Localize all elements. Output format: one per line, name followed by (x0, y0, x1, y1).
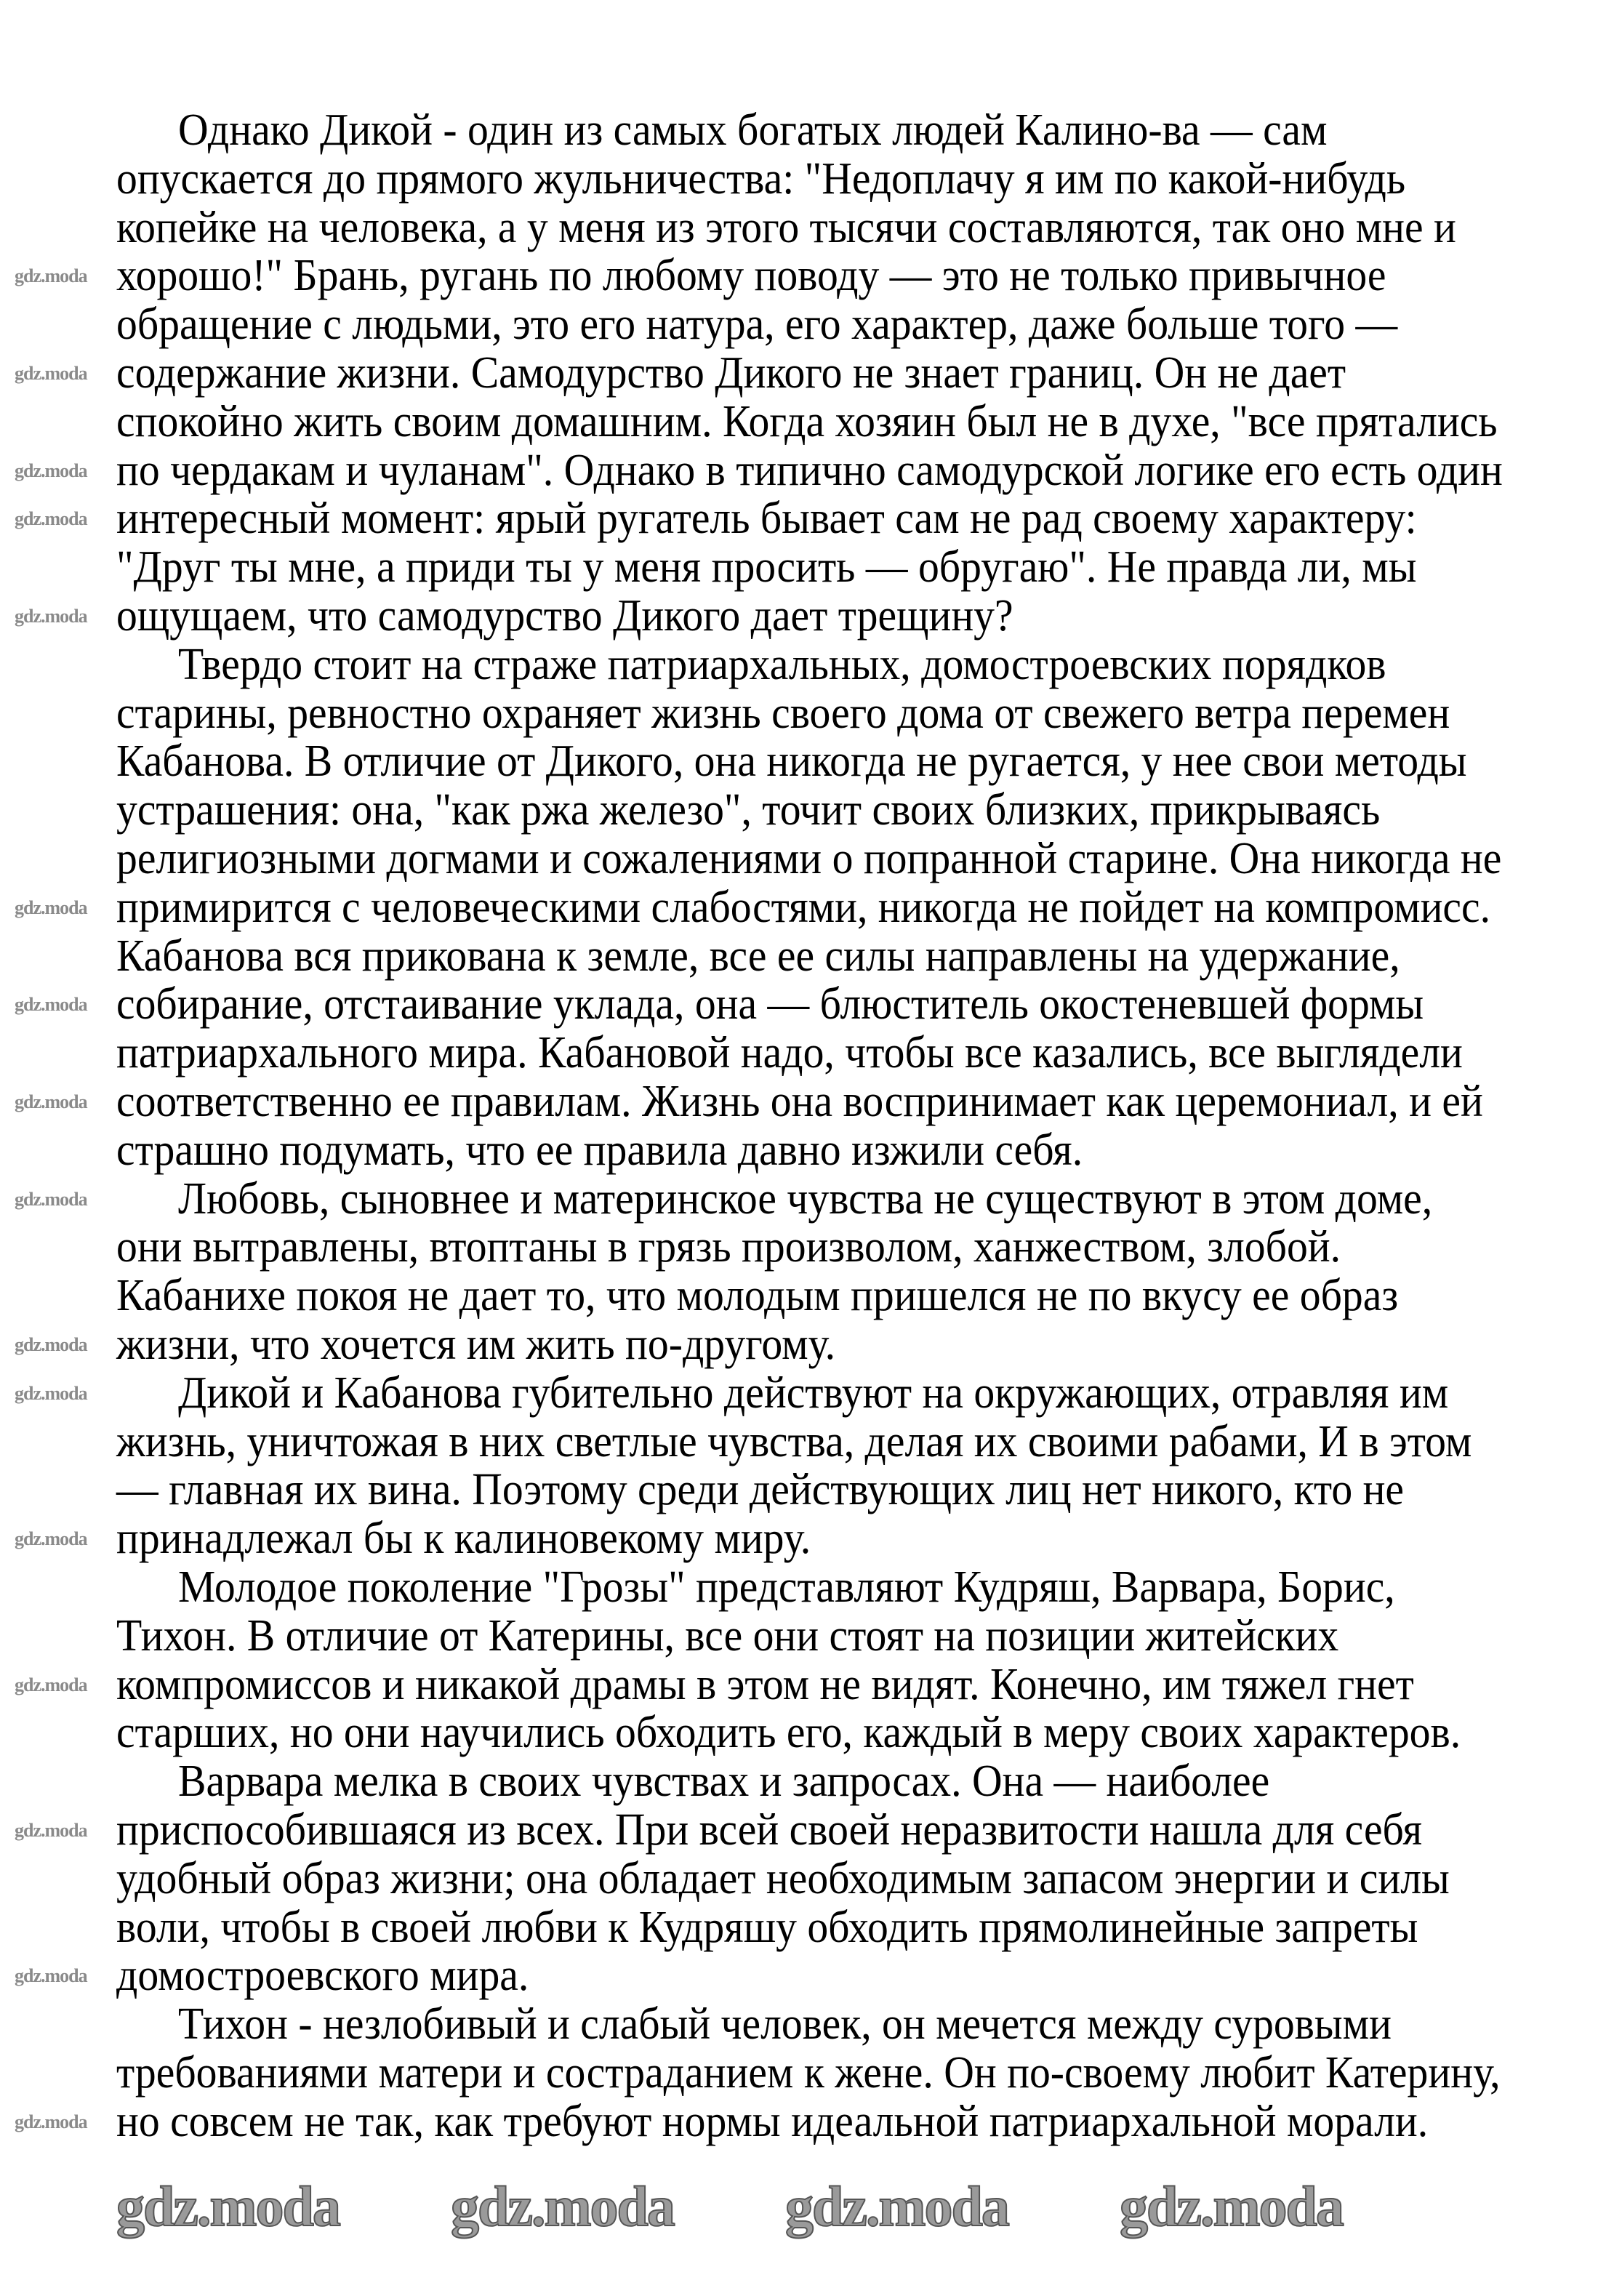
text-line: Любовь, сыновнее и материнское чувства не существуют в этом доме, (178, 1173, 1433, 1224)
text-line: принадлежал бы к калиновекому миру. (116, 1514, 811, 1564)
text-line: страшно подумать, что ее правила давно изжили себя. (116, 1125, 1083, 1175)
watermark: gdz.moda (15, 2111, 87, 2132)
watermark-large: gdz.moda (451, 2175, 674, 2238)
text-line: Кабанихе покоя не дает то, что молодым пришелся не по вкусу ее образ (116, 1271, 1399, 1321)
text-line: Однако Дикой - один из самых богатых людей Калино-ва — сам (178, 105, 1328, 155)
text-line: Кабанова. В отличие от Дикого, она никогда не ругается, у нее свои методы (116, 736, 1467, 787)
text-line: спокойно жить своим домашним. Когда хозяин был не в духе, "все прятались (116, 396, 1498, 446)
watermark: gdz.moda (15, 265, 87, 287)
text-line: Варвара мелка в своих чувствах и запросах. Она — наиболее (178, 1757, 1270, 1807)
watermark: gdz.moda (15, 896, 87, 918)
text-line: обращение с людьми, это его натура, его характер, даже больше того — (116, 300, 1398, 350)
text-line: соответственно ее правилам. Жизнь она воспринимает как церемониал, и ей (116, 1077, 1483, 1126)
text-line: религиозными догмами и сожалениями о попранной старине. Она никогда не (116, 834, 1502, 883)
text-line: старших, но они научились обходить его, каждый в меру своих характеров. (116, 1708, 1461, 1758)
text-line: интересный момент: ярый ругатель бывает сам не рад своему характеру: (116, 494, 1417, 544)
watermark: gdz.moda (15, 1091, 87, 1112)
text-line: Дикой и Кабанова губительно действуют на окружающих, отравляя им (178, 1368, 1449, 1418)
watermark: gdz.moda (15, 1820, 87, 1841)
text-line: патриархального мира. Кабановой надо, чтобы все казались, все выглядели (116, 1028, 1463, 1078)
text-line: примирится с человеческими слабостями, никогда не пойдет на компромисс. (116, 882, 1491, 932)
watermark-large: gdz.moda (116, 2175, 340, 2238)
watermark: gdz.moda (15, 1334, 87, 1355)
watermark: gdz.moda (15, 1382, 87, 1404)
text-line: воли, чтобы в своей любви к Кудряшу обходить прямолинейные запреты (116, 1902, 1418, 1952)
text-line: по чердакам и чуланам". Однако в типично самодурской логике его есть один (116, 445, 1503, 495)
text-line: Твердо стоит на страже патриархальных, домостроевских порядков (178, 639, 1386, 689)
watermark: gdz.moda (15, 606, 87, 627)
text-line: опускается до прямого жульничества: "Недоплачу я им по какой-нибудь (116, 153, 1406, 204)
text-line: "Друг ты мне, а приди ты у меня просить — обругаю". Не правда ли, мы (116, 542, 1417, 593)
text-line: содержание жизни. Самодурство Дикого не знает границ. Он не дает (116, 348, 1346, 398)
text-line: удобный образ жизни; она обладает необходимым запасом энергии и силы (116, 1853, 1450, 1903)
text-line: приспособившаяся из всех. При всей своей неразвитости нашла для себя (116, 1805, 1422, 1855)
text-line: старины, ревностно охраняет жизнь своего дома от свежего ветра перемен (116, 688, 1450, 738)
text-line: они вытравлены, втоптаны в грязь произволом, ханжеством, злобой. (116, 1222, 1341, 1272)
text-line: Тихон - незлобивый и слабый человек, он мечется между суровыми (178, 1999, 1392, 2050)
text-line: ощущаем, что самодурство Дикого дает трещину? (116, 591, 1013, 641)
watermark: gdz.moda (15, 363, 87, 384)
watermark: gdz.moda (15, 1528, 87, 1550)
watermark: gdz.moda (15, 508, 87, 530)
text-line: но совсем не так, как требуют нормы идеальной патриархальной морали. (116, 2096, 1429, 2146)
text-line: компромиссов и никакой драмы в этом не видят. Конечно, им тяжел гнет (116, 1659, 1414, 1709)
text-line: Тихон. В отличие от Катерины, все они стоят на позиции житейских (116, 1610, 1339, 1661)
watermark-large: gdz.moda (1120, 2175, 1343, 2238)
text-line: требованиями матери и состраданием к жене. Он по-своему любит Катерину, (116, 2048, 1501, 2098)
text-line: Молодое поколение "Грозы" представляют Кудряш, Варвара, Борис, (178, 1562, 1395, 1612)
text-line: — главная их вина. Поэтому среди действующих лиц нет никого, кто не (116, 1465, 1405, 1515)
text-line: домостроевского мира. (116, 1951, 529, 2001)
watermark-large: gdz.moda (785, 2175, 1008, 2238)
watermark: gdz.moda (15, 994, 87, 1016)
text-line: жизнь, уничтожая в них светлые чувства, делая их своими рабами, И в этом (116, 1416, 1472, 1466)
watermark: gdz.moda (15, 459, 87, 481)
watermark: gdz.moda (15, 1965, 87, 1987)
watermark: gdz.moda (15, 1674, 87, 1695)
text-line: копейке на человека, а у меня из этого тысячи составляются, так оно мне и (116, 202, 1456, 252)
text-line: Кабанова вся прикована к земле, все ее силы направлены на удержание, (116, 931, 1400, 981)
text-line: жизни, что хочется им жить по-другому. (116, 1320, 836, 1369)
text-line: хорошо!" Брань, ругань по любому поводу — это не только привычное (116, 251, 1386, 301)
text-line: устрашения: она, "как ржа железо", точит своих близких, прикрываясь (116, 785, 1381, 835)
watermark: gdz.moda (15, 1188, 87, 1210)
text-line: собирание, отстаивание уклада, она — блюститель окостеневшей формы (116, 979, 1424, 1029)
